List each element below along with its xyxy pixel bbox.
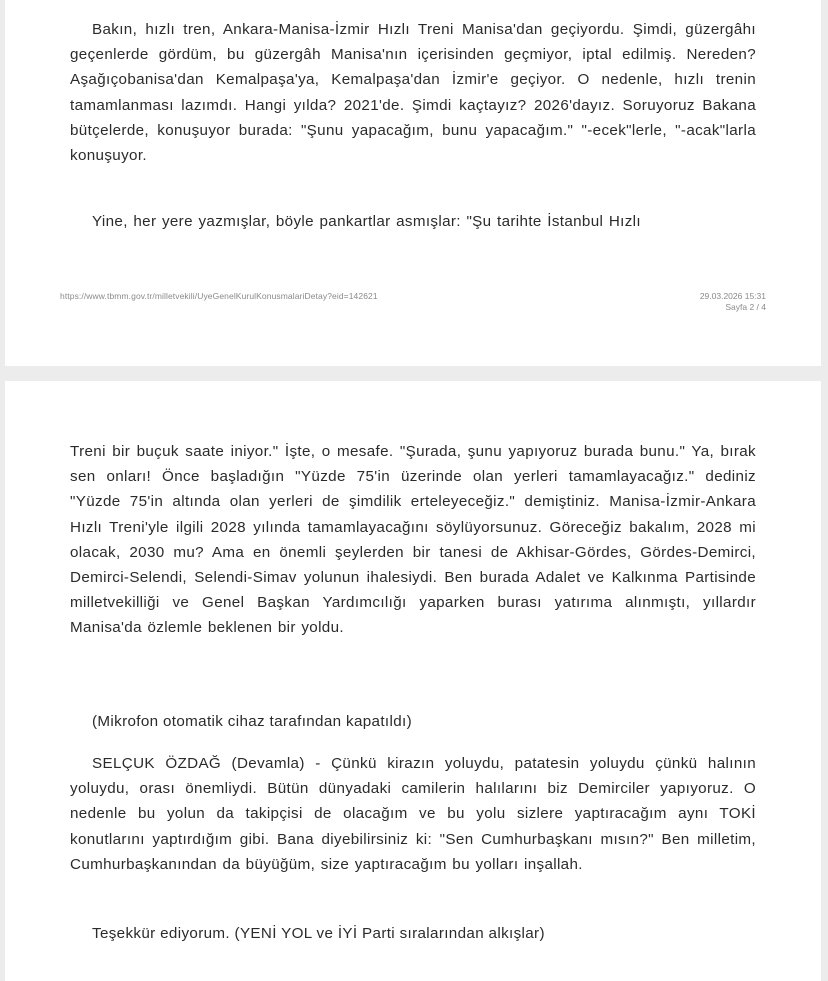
body-paragraph: Treni bir buçuk saate iniyor." İşte, o mesafe. "Şurada, şunu yapıyoruz burada bunu." Ya, bırak sen onları! Önce başladığın "Yüzde 75'in üzerinde olan yerleri tamamlayacağız." dediniz "Yüzde 75'in altında olan yerleri de şimdilik erteleyeceğiz." demiştiniz. Manisa-İzmir-Ankara Hızlı Treni'yle ilgili 2028 yılında tamamlayacağını söylüyorsunuz. Göreceğiz bakalım, 2028 mi olacak, 2030 mu? Ama en önemli şeylerden bir tanesi de Akhisar-Gördes, Gördes-Demirci, Demirci-Selendi, Selendi-Simav yolunun ihalesiydi. Ben burada Adalet ve Kalkınma Partisinde milletvekilliği ve Genel Başkan Yardımcılığı yaparken burası yatırıma alınmıştı, yıllardır Manisa'da özlemle beklenen bir yoldu. [70,443,756,637]
document-page-3 [5,381,821,981]
document-page-2 [5,0,821,366]
body-paragraph: Bakın, hızlı tren, Ankara-Manisa-İzmir Hızlı Treni Manisa'dan geçiyordu. Şimdi, güzergâhı geçenlerde gördüm, bu güzergâh Manisa'nın içerisinden geçmiyor, iptal edilmiş. Nereden? Aşağıçobanisa'dan Kemalpaşa'ya, Kemalpaşa'dan İzmir'e geçiyor. O nedenle, hızlı trenin tamamlanması lazımdı. Hangi yılda? 2021'de. Şimdi kaçtayız? 2026'dayız. Soruyoruz Bakana bütçelerde, konuşuyor burada: "Şunu yapacağım, bunu yapacağım." "-ecek"lerle, "-acak"larla konuşuyor. [70,21,756,165]
body-paragraph: (Mikrofon otomatik cihaz tarafından kapatıldı) [92,713,412,730]
print-datetime: 29.03.2026 15:31 [699,291,766,301]
page-number: Sayfa 2 / 4 [725,302,766,312]
body-paragraph: SELÇUK ÖZDAĞ (Devamla) - Çünkü kirazın yoluydu, patatesin yoluydu çünkü halının yoluydu, orası önemliydi. Bütün dünyadaki camilerin halılarını biz Demirciler yapıyoruz. O nedenle bu yolun da takipçisi de olacağım ve bu yolu sizlere yaptıracağım aynı TOKİ konutlarını yaptırdığım gibi. Bana diyebilirsiniz ki: "Sen Cumhurbaşkanı mısın?" Ben milletim, Cumhurbaşkanından da büyüğüm, size yaptıracağım bu yolları inşallah. [70,755,756,873]
page-footer-info [700,291,766,313]
source-url: https://www.tbmm.gov.tr/milletvekili/UyeGenelKurulKonusmalariDetay?eid=142621 [60,291,378,301]
body-paragraph: Teşekkür ediyorum. (YENİ YOL ve İYİ Parti sıralarından alkışlar) [92,925,545,942]
body-paragraph: Yine, her yere yazmışlar, böyle pankartlar asmışlar: "Şu tarihte İstanbul Hızlı [92,213,641,230]
